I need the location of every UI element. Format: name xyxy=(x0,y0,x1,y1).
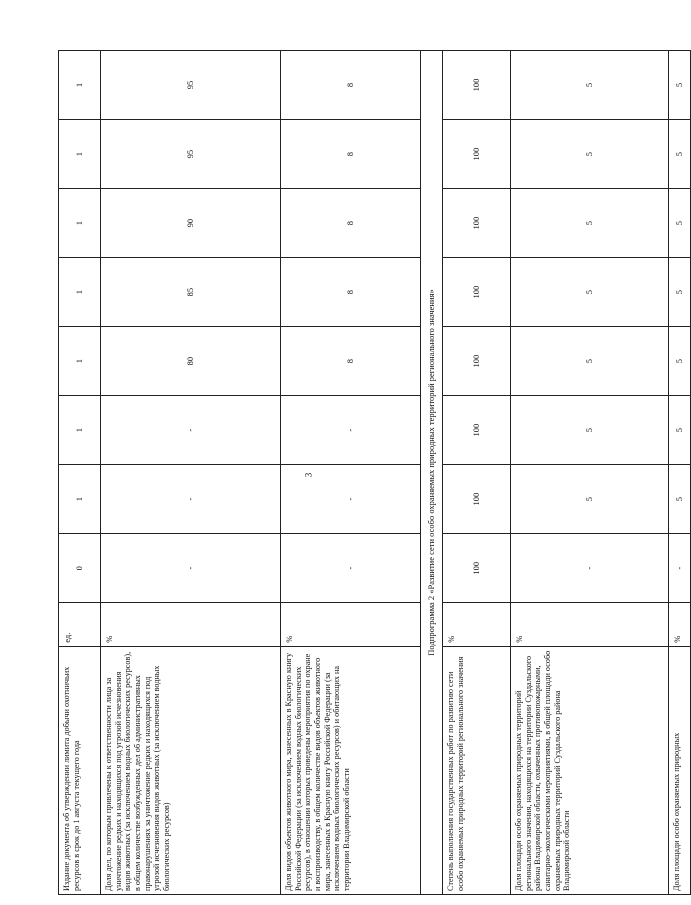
indicator-value: 8 xyxy=(281,189,421,258)
indicator-unit: % xyxy=(511,603,669,647)
indicator-value: 1 xyxy=(59,51,101,120)
indicator-name: Доля дел, по которым привлечены к ответственности лица за уничтожение редких и находящихся под угрозой исчезновения видов животных (за исключением водных биологических ресурсов), в общем количестве возбужденных дел об административных правонарушениях за уничтожение редких и находящихся под угрозой исчезновения видов животных (за исключением водных биологических ресурсов) xyxy=(101,646,281,894)
indicator-value: 90 xyxy=(101,189,281,258)
indicator-value: 100 xyxy=(443,189,511,258)
indicator-name: Доля площади особо охраняемых природных территорий регионального значения, находящихся на территории Суздальского района Владимирской области, охваченных противопожарными, санитарно-экологическими мероприятиями, в общей площади особо охраняемых природных территорий Суздальского района Владимирской области xyxy=(511,646,669,894)
indicator-value: - xyxy=(101,465,281,534)
indicator-value: - xyxy=(511,534,669,603)
indicator-value: 5 xyxy=(669,51,691,120)
indicator-value: - xyxy=(101,534,281,603)
indicator-value: 85 xyxy=(101,258,281,327)
indicator-value: 5 xyxy=(669,327,691,396)
indicator-value: 5 xyxy=(669,258,691,327)
indicator-value: 5 xyxy=(511,120,669,189)
indicator-value: 5 xyxy=(511,189,669,258)
indicator-value: 1 xyxy=(59,120,101,189)
indicator-value: 0 xyxy=(59,534,101,603)
indicator-unit: % xyxy=(669,603,691,647)
indicator-value: 8 xyxy=(281,51,421,120)
indicator-value: 95 xyxy=(101,51,281,120)
table-row xyxy=(511,51,669,895)
indicator-unit: % xyxy=(281,603,421,647)
indicator-value: 80 xyxy=(101,327,281,396)
table-row xyxy=(669,51,691,895)
indicator-value: 5 xyxy=(511,51,669,120)
indicator-name: Доля видов объектов животного мира, занесенных в Красную книгу Российской Федерации (за исключением водных биологических ресурсов), в отношении которых проведены мероприятия по охране и воспроизводству, в общем количестве видов объектов животного мира, занесенных в Красную книгу Российской Федерации (за исключением водных биологических ресурсов) и обитающих на территории Владимирской области xyxy=(281,646,421,894)
indicator-value: 100 xyxy=(443,465,511,534)
table-row xyxy=(443,51,511,895)
page-number: 3 xyxy=(303,472,314,478)
indicators-table xyxy=(58,50,691,895)
indicator-value: 5 xyxy=(511,396,669,465)
indicator-value: 5 xyxy=(669,120,691,189)
rotated-table-wrapper xyxy=(58,50,685,895)
indicator-value: 100 xyxy=(443,258,511,327)
indicator-value: 1 xyxy=(59,189,101,258)
indicator-value: 5 xyxy=(511,258,669,327)
indicator-value: 5 xyxy=(669,465,691,534)
indicator-value: 100 xyxy=(443,51,511,120)
indicator-value: 8 xyxy=(281,120,421,189)
table-row xyxy=(281,51,421,895)
indicator-value: 5 xyxy=(669,396,691,465)
indicator-value: 1 xyxy=(59,465,101,534)
indicator-unit: % xyxy=(443,603,511,647)
indicator-name: Степень выполнения государственных работ по развитию сети особо охраняемых природных территорий регионального значения xyxy=(443,646,511,894)
indicator-value: - xyxy=(669,534,691,603)
indicator-value: 100 xyxy=(443,120,511,189)
indicator-value: 1 xyxy=(59,258,101,327)
indicator-value: - xyxy=(281,465,421,534)
subprogram-row xyxy=(421,51,443,895)
indicator-value: 1 xyxy=(59,327,101,396)
indicator-name: Доля площади особо охраняемых природных xyxy=(669,646,691,894)
indicator-value: 8 xyxy=(281,327,421,396)
indicator-value: 5 xyxy=(511,327,669,396)
indicator-value: 100 xyxy=(443,327,511,396)
indicator-unit: % xyxy=(101,603,281,647)
indicator-value: 8 xyxy=(281,258,421,327)
indicator-value: 100 xyxy=(443,396,511,465)
indicator-value: 95 xyxy=(101,120,281,189)
table-body xyxy=(59,51,691,895)
subprogram-title: Подпрограмма 2 «Развитие сети особо охраняемых природных территорий регионального значения» xyxy=(421,51,443,895)
indicator-value: - xyxy=(281,534,421,603)
indicator-value: - xyxy=(101,396,281,465)
indicator-value: 1 xyxy=(59,396,101,465)
table-row xyxy=(59,51,101,895)
indicator-value: 100 xyxy=(443,534,511,603)
indicator-name: Издание документа об утверждении лимита добычи охотничьих ресурсов в срок до 1 августа текущего года xyxy=(59,646,101,894)
indicator-value: - xyxy=(281,396,421,465)
indicator-value: 5 xyxy=(669,189,691,258)
indicator-value: 5 xyxy=(511,465,669,534)
indicator-unit: ед. xyxy=(59,603,101,647)
table-row xyxy=(101,51,281,895)
